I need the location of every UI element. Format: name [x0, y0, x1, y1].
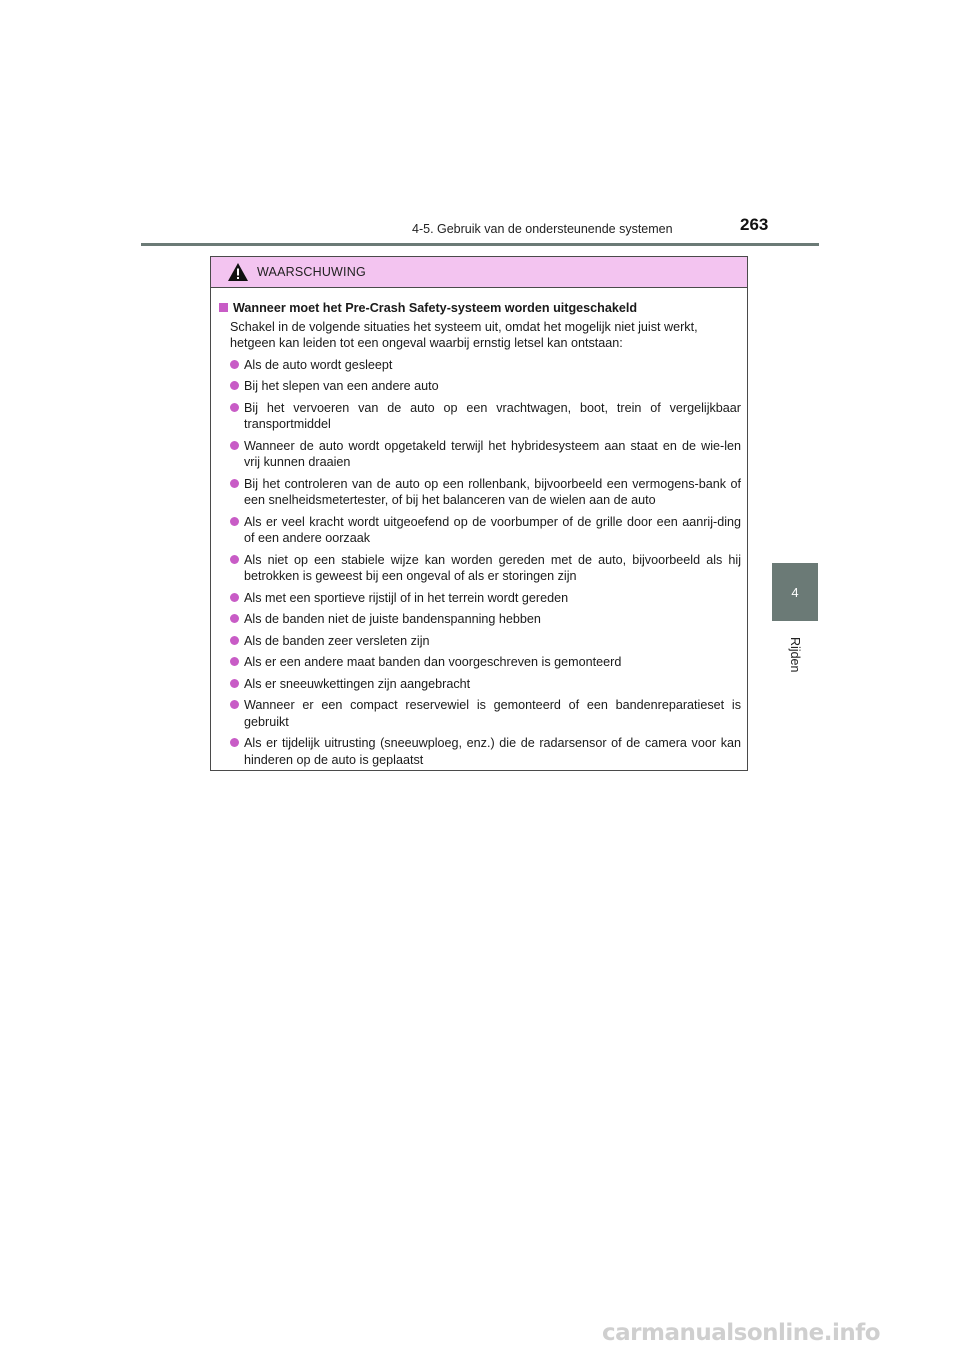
list-item: [219, 735, 741, 768]
list-item-text: Bij het slepen van een andere auto: [244, 379, 439, 393]
bullet-dot-icon: [230, 679, 239, 688]
list-item-text: Als de auto wordt gesleept: [244, 357, 393, 372]
bullet-dot-icon: [230, 738, 239, 747]
bullet-dot-icon: [230, 517, 239, 526]
list-item: [219, 697, 741, 730]
list-item-text: Als er tijdelijk uitrusting (sneeuwploeg, enz.) die de radarsensor of de camera voor kan hinderen op de auto is geplaatst: [244, 736, 741, 767]
bullet-dot-icon: [230, 441, 239, 450]
list-item: [219, 514, 741, 547]
bullet-dot-icon: [230, 593, 239, 602]
bullet-dot-icon: [230, 636, 239, 645]
bullet-dot-icon: [230, 657, 239, 666]
list-item: [219, 378, 741, 395]
list-item-text: Als de banden niet de juiste bandenspanning hebben: [244, 612, 541, 626]
list-item-text: Als met een sportieve rijstijl of in het terrein wordt gereden: [244, 590, 569, 605]
list-item-text: Wanneer er een compact reservewiel is gemonteerd of een bandenreparatieset is gebruikt: [244, 698, 741, 729]
square-bullet-icon: [219, 303, 228, 312]
list-item-text: Bij het controleren van de auto op een rollenbank, bijvoorbeeld een vermogens-bank of een snelheidsmetertester, of bij het balanceren van de wielen aan de auto: [244, 476, 741, 507]
warning-triangle-icon: [227, 262, 249, 282]
list-item: [219, 476, 741, 509]
section-title: 4-5. Gebruik van de ondersteunende systemen: [412, 222, 673, 236]
bullet-dot-icon: [230, 479, 239, 488]
bullet-dot-icon: [230, 555, 239, 564]
warning-box: [210, 256, 748, 771]
chapter-label-wrap: [772, 625, 818, 685]
list-item-text: Als niet op een stabiele wijze kan worden gereden met de auto, bijvoorbeeld als hij betrokken is geweest bij een ongeval of als er storingen zijn: [244, 552, 741, 583]
list-item-text: Als er veel kracht wordt uitgeoefend op de voorbumper of de grille door een aanrij-ding of een andere oorzaak: [244, 514, 741, 545]
section-heading: [219, 300, 741, 317]
warning-title: WAARSCHUWING: [257, 265, 366, 279]
bullet-list: [219, 357, 741, 769]
page-number: 263: [740, 215, 769, 234]
header-rule: [141, 243, 819, 246]
bullet-dot-icon: [230, 700, 239, 709]
list-item: [219, 590, 741, 607]
list-item: [219, 654, 741, 671]
list-item: [219, 438, 741, 471]
list-item-text: Wanneer de auto wordt opgetakeld terwijl het hybridesysteem aan staat en de wie-len vrij kunnen draaien: [244, 438, 741, 469]
list-item: [219, 552, 741, 585]
list-item: [219, 400, 741, 433]
bullet-dot-icon: [230, 360, 239, 369]
chapter-number: 4: [791, 584, 799, 600]
warning-body: [211, 288, 747, 768]
section-heading-text: Wanneer moet het Pre-Crash Safety-systeem worden uitgeschakeld: [233, 301, 638, 315]
list-item-text: Als er sneeuwkettingen zijn aangebracht: [244, 676, 471, 691]
list-item: [219, 611, 741, 628]
list-item: [219, 633, 741, 650]
chapter-label: Rijden: [788, 637, 802, 673]
warning-header: [211, 257, 747, 288]
list-item: [219, 357, 741, 374]
list-item: [219, 676, 741, 693]
bullet-dot-icon: [230, 381, 239, 390]
list-item-text: Als er een andere maat banden dan voorgeschreven is gemonteerd: [244, 655, 622, 669]
intro-paragraph: Schakel in de volgende situaties het systeem uit, omdat het mogelijk niet juist werkt, hetgeen kan leiden tot een ongeval waarbij ernstig letsel kan ontstaan:: [230, 319, 698, 350]
chapter-tab: [772, 563, 818, 621]
bullet-dot-icon: [230, 614, 239, 623]
list-item-text: Als de banden zeer versleten zijn: [244, 633, 430, 648]
watermark: carmanualsonline.info: [602, 1320, 881, 1346]
list-item-text: Bij het vervoeren van de auto op een vrachtwagen, boot, trein of vergelijkbaar transportmiddel: [244, 400, 741, 431]
bullet-dot-icon: [230, 403, 239, 412]
